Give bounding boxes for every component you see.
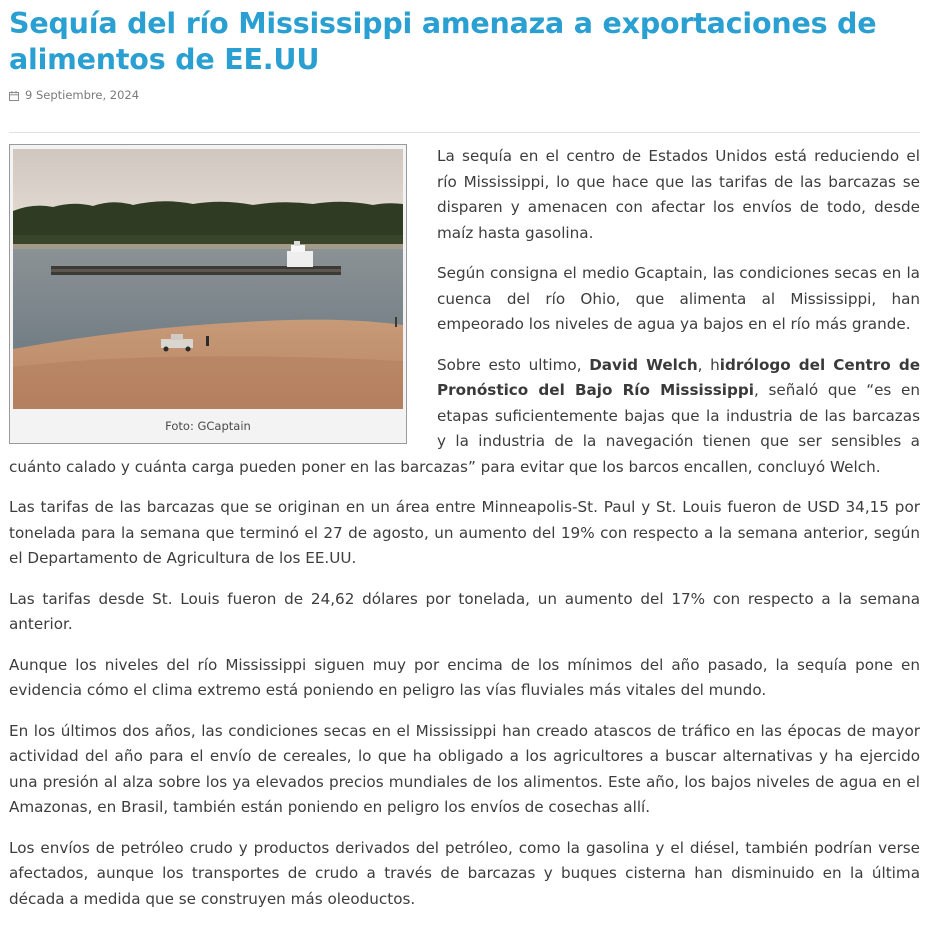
paragraph: Las tarifas de las barcazas que se originan en un área entre Minneapolis-St. Paul y St. Louis fueron de USD 34,15 por tonelada para la semana que terminó el 27 de agosto, un aumento del 19% con respecto a la semana anterior, según el Departamento de Agricultura de los EE.UU. xyxy=(9,498,920,567)
title-divider xyxy=(9,132,920,133)
paragraph: La sequía en el centro de Estados Unidos está reduciendo el río Mississippi, lo que hace que las tarifas de las barcazas se disparen y amenacen con afectar los envíos de todo, desde maíz hasta gasolina. xyxy=(437,147,920,242)
paragraph: Aunque los niveles del río Mississippi siguen muy por encima de los mínimos del año pasado, la sequía pone en evidencia cómo el clima extremo está poniendo en peligro las vías fluviales más vitales del mundo. xyxy=(9,655,920,699)
article-figure xyxy=(9,144,407,444)
post-date-link[interactable]: 9 Septiembre, 2024 xyxy=(25,88,140,102)
calendar-icon xyxy=(9,90,19,100)
figure-caption: Foto: GCaptain xyxy=(165,419,251,433)
paragraph: Sobre esto ultimo, David Welch, hidrólogo del Centro de Pronóstico del Bajo Río Mississippi, señaló que “es en etapas suficientemente bajas que la industria de las barcazas y la industria de la navegación tienen que ser sensibles a cuánto calado y cuánta carga pueden poner en las barcazas” para evitar que los barcos encallen, concluyó Welch. xyxy=(9,355,920,476)
river-barge-photo xyxy=(13,149,403,409)
paragraph: En los últimos dos años, las condiciones secas en el Mississippi han creado atascos de tráfico en las épocas de mayor actividad del año para el envío de cereales, lo que ha obligado a los agricultores a buscar alternativas y ha ejercido una presión al alza sobre los ya elevados precios mundiales de los alimentos. Este año, los bajos niveles de agua en el Amazonas, en Brasil, también están poniendo en peligro los envíos de cosechas allí. xyxy=(9,721,920,816)
article-body xyxy=(9,144,920,912)
author-role: idrólogo del Centro de Pronóstico del Bajo Río Mississippi xyxy=(437,355,920,399)
post-meta xyxy=(9,86,920,104)
article xyxy=(9,0,920,927)
author-name: David Welch xyxy=(589,355,698,374)
article-title: Sequía del río Mississippi amenaza a exportaciones de alimentos de EE.UU xyxy=(9,7,877,76)
paragraph: Los envíos de petróleo crudo y productos derivados del petróleo, como la gasolina y el diésel, también podrían verse afectados, aunque los transportes de crudo a través de barcazas y buques cisterna han disminuido en la última década a medida que se construyen más oleoductos. xyxy=(9,838,920,908)
paragraph: Según consigna el medio Gcaptain, las condiciones secas en la cuenca del río Ohio, que alimenta al Mississippi, han empeorado los niveles de agua ya bajos en el río más grande. xyxy=(437,264,920,333)
paragraph: Las tarifas desde St. Louis fueron de 24,62 dólares por tonelada, un aumento del 17% con respecto a la semana anterior. xyxy=(9,589,920,633)
